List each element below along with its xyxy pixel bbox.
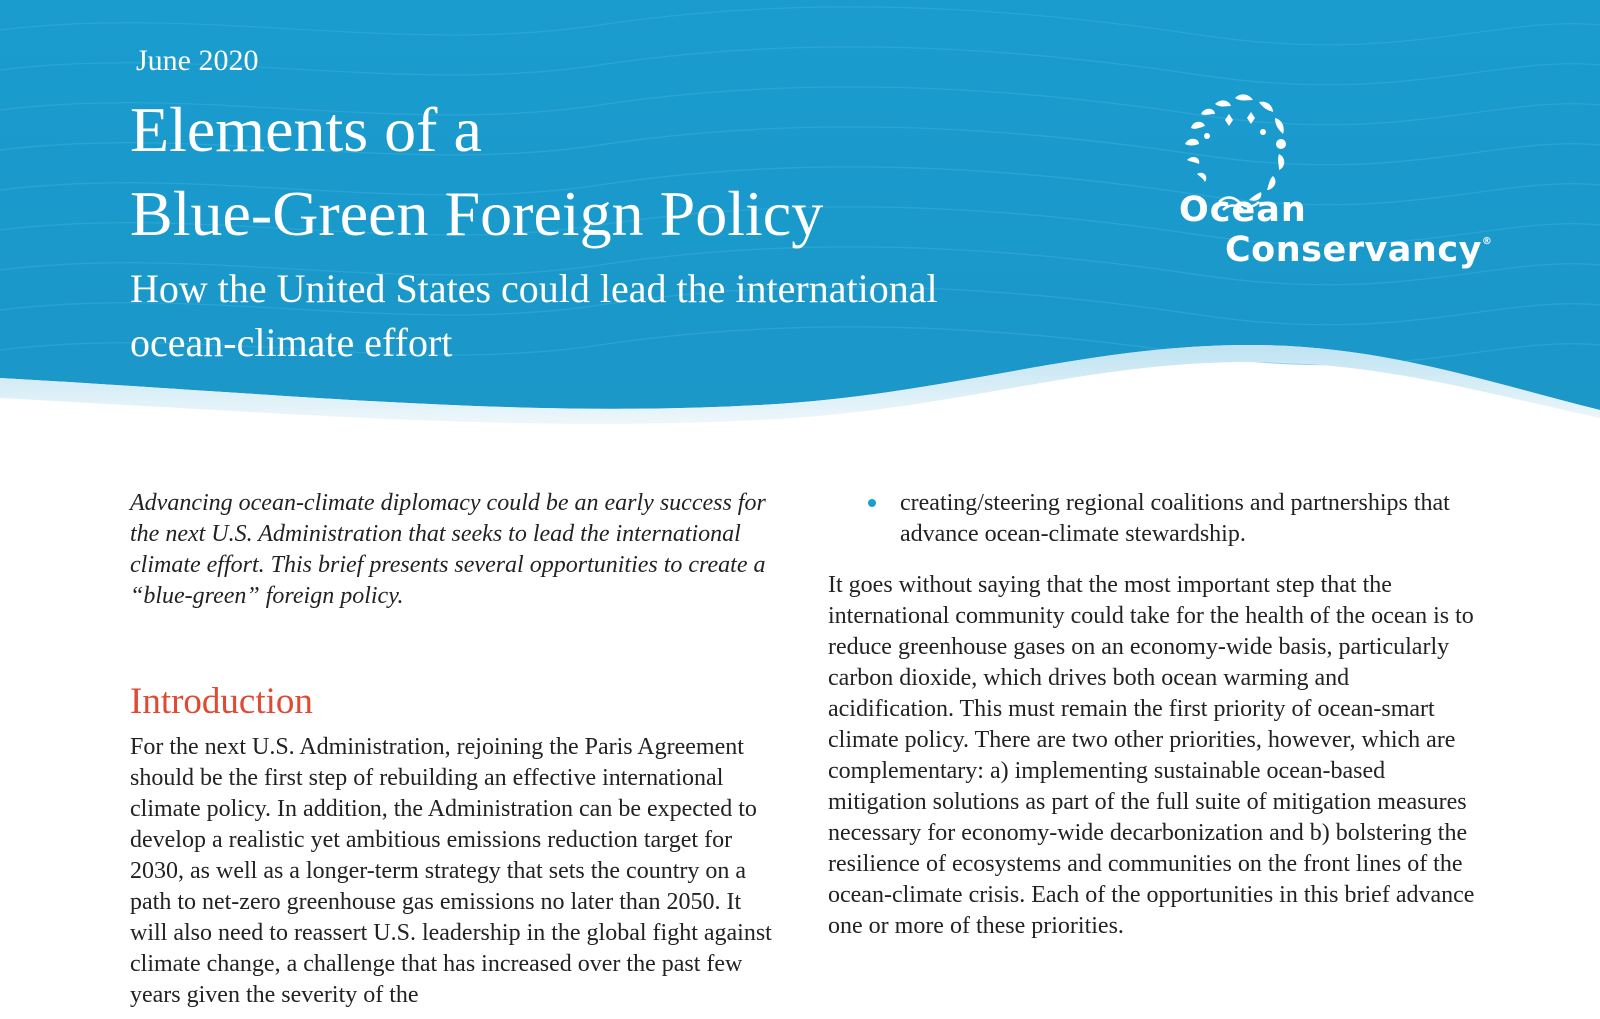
- document-title: [130, 88, 823, 256]
- title-line-1: Elements of a: [130, 94, 482, 165]
- registered-mark: ®: [1481, 236, 1493, 247]
- subtitle-line-2: ocean-climate effort: [130, 320, 453, 365]
- ocean-conservancy-logo: [1175, 92, 1493, 282]
- publication-date: June 2020: [136, 44, 259, 77]
- logo-text-conservancy: [1225, 230, 1492, 270]
- introduction-paragraph: For the next U.S. Administration, rejoining the Paris Agreement should be the first step of rebuilding an effective international climate policy. In addition, the Administration can be expected to develop a realistic yet ambitious emissions reduction target for 2030, as well as a longer-term strategy that sets the country on a path to net-zero greenhouse gas emissions no later than 2050. It will also need to reassert U.S. leadership in the global fight against climate change, a challenge that has increased over the past few years given the severity of the: [130, 734, 772, 1008]
- document-subtitle: [130, 262, 938, 370]
- right-column: [828, 488, 1478, 942]
- logo-text-ocean: Ocean: [1179, 190, 1307, 230]
- logo-text-conservancy-word: Conservancy: [1225, 230, 1482, 270]
- subtitle-line-1: How the United States could lead the international: [130, 266, 938, 311]
- bullet-text: creating/steering regional coalitions and partnerships that advance ocean-climate stewardship.: [900, 490, 1450, 547]
- priorities-paragraph: It goes without saying that the most important step that the international community could take for the health of the ocean is to reduce greenhouse gases on an economy-wide basis, particularly carbon dioxide, which drives both ocean warming and acidification. This must remain the first priority of ocean-smart climate policy. There are two other priorities, however, which are complementary: a) implementing sustainable ocean-based mitigation solutions as part of the full suite of mitigation measures necessary for economy-wide decarbonization and b) bolstering the resilience of ecosystems and communities on the front lines of the ocean-climate crisis. Each of the opportunities in this brief advance one or more of these priorities.: [828, 572, 1475, 939]
- left-column: [130, 488, 780, 1011]
- bullet-item: [868, 488, 1478, 550]
- title-line-2: Blue-Green Foreign Policy: [130, 178, 824, 249]
- header-banner: [0, 0, 1600, 440]
- introduction-heading: Introduction: [130, 681, 313, 722]
- bullet-list: [828, 488, 1478, 550]
- bullet-dot-icon: [868, 499, 876, 507]
- intro-summary: Advancing ocean-climate diplomacy could be an early success for the next U.S. Administration that seeks to lead the international climate effort. This brief presents several opportunities to create a “blue-green” foreign policy.: [130, 490, 766, 609]
